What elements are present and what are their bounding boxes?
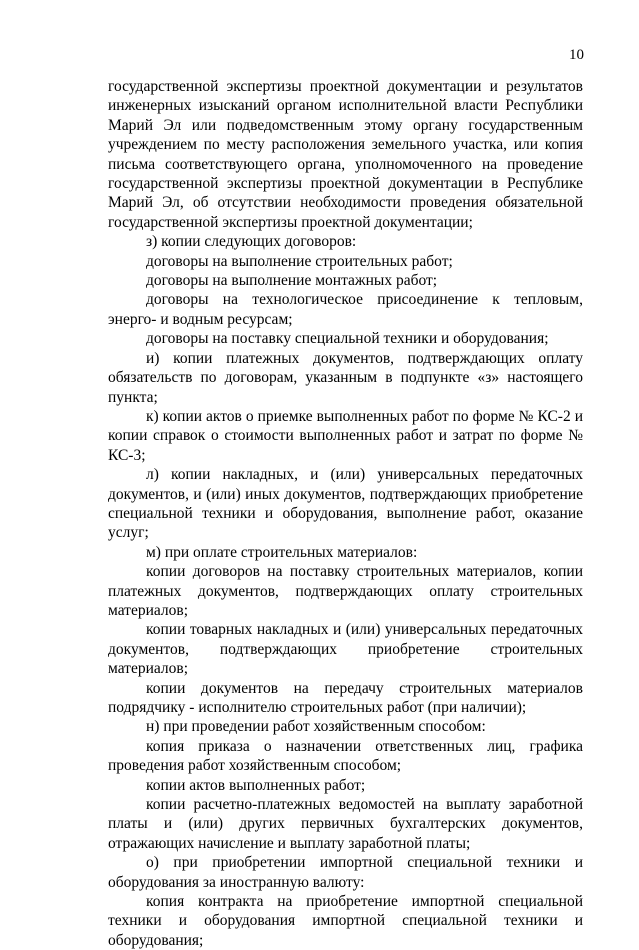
paragraph: и) копии платежных документов, подтверждающих оплату обязательств по договорам, указанным в подпункте «з» настоящего пункта; — [108, 349, 583, 406]
paragraph: м) при оплате строительных материалов: — [146, 543, 418, 561]
paragraph: копия контракта на приобретение импортной специальной техники и оборудования импортной специальной техники и оборудования; — [108, 893, 583, 949]
paragraph: о) при приобретении импортной специальной техники и оборудования за иностранную валюту: — [108, 854, 583, 891]
paragraph: з) копии следующих договоров: — [146, 233, 357, 251]
paragraph: копии товарных накладных и (или) универсальных передаточных документов, подтверждающих приобретение строительных материалов; — [108, 621, 583, 678]
paragraph: копии документов на передачу строительных материалов подрядчику - исполнителю строительных работ (при наличии); — [108, 679, 583, 716]
page-number: 10 — [569, 47, 584, 63]
document-body — [108, 77, 583, 950]
paragraph: копии актов выполненных работ; — [146, 776, 366, 794]
paragraph: договоры на технологическое присоединение к тепловым, энерго- и водным ресурсам; — [108, 291, 583, 328]
paragraph: договоры на выполнение строительных работ; — [146, 252, 453, 270]
paragraph: н) при проведении работ хозяйственным способом: — [146, 718, 486, 736]
paragraph: договоры на поставку специальной техники и оборудования; — [146, 330, 549, 348]
paragraph: договоры на выполнение монтажных работ; — [146, 272, 438, 290]
paragraph: копии договоров на поставку строительных материалов, копии платежных документов, подтверждающих оплату строительных материалов; — [108, 563, 583, 619]
paragraph: к) копии актов о приемке выполненных работ по форме № КС-2 и копии справок о стоимости выполненных работ и затрат по форме № КС-3; — [108, 407, 583, 464]
paragraph: л) копии накладных, и (или) универсальных передаточных документов, и (или) иных документов, подтверждающих приобретение специальной техники и оборудования, выполнение работ, оказание услуг; — [108, 466, 583, 542]
paragraph: копия приказа о назначении ответственных лиц, графика проведения работ хозяйственным способом; — [108, 737, 583, 775]
paragraph: копии расчетно-платежных ведомостей на выплату заработной платы и (или) других первичных бухгалтерских документов, отражающих начисление и выплату заработной платы; — [108, 796, 583, 852]
paragraph: государственной экспертизы проектной документации и результатов инженерных изысканий органом исполнительной власти Республики Марий Эл или подведомственным этому органу государственным учреждением по месту расположения земельного участка, или копия письма соответствующего органа, уполномоченного на проведение государственной экспертизы проектной документации в Республике Марий Эл, об отсутствии необходимости проведения обязательной государственной экспертизы проектной документации; — [108, 78, 583, 231]
